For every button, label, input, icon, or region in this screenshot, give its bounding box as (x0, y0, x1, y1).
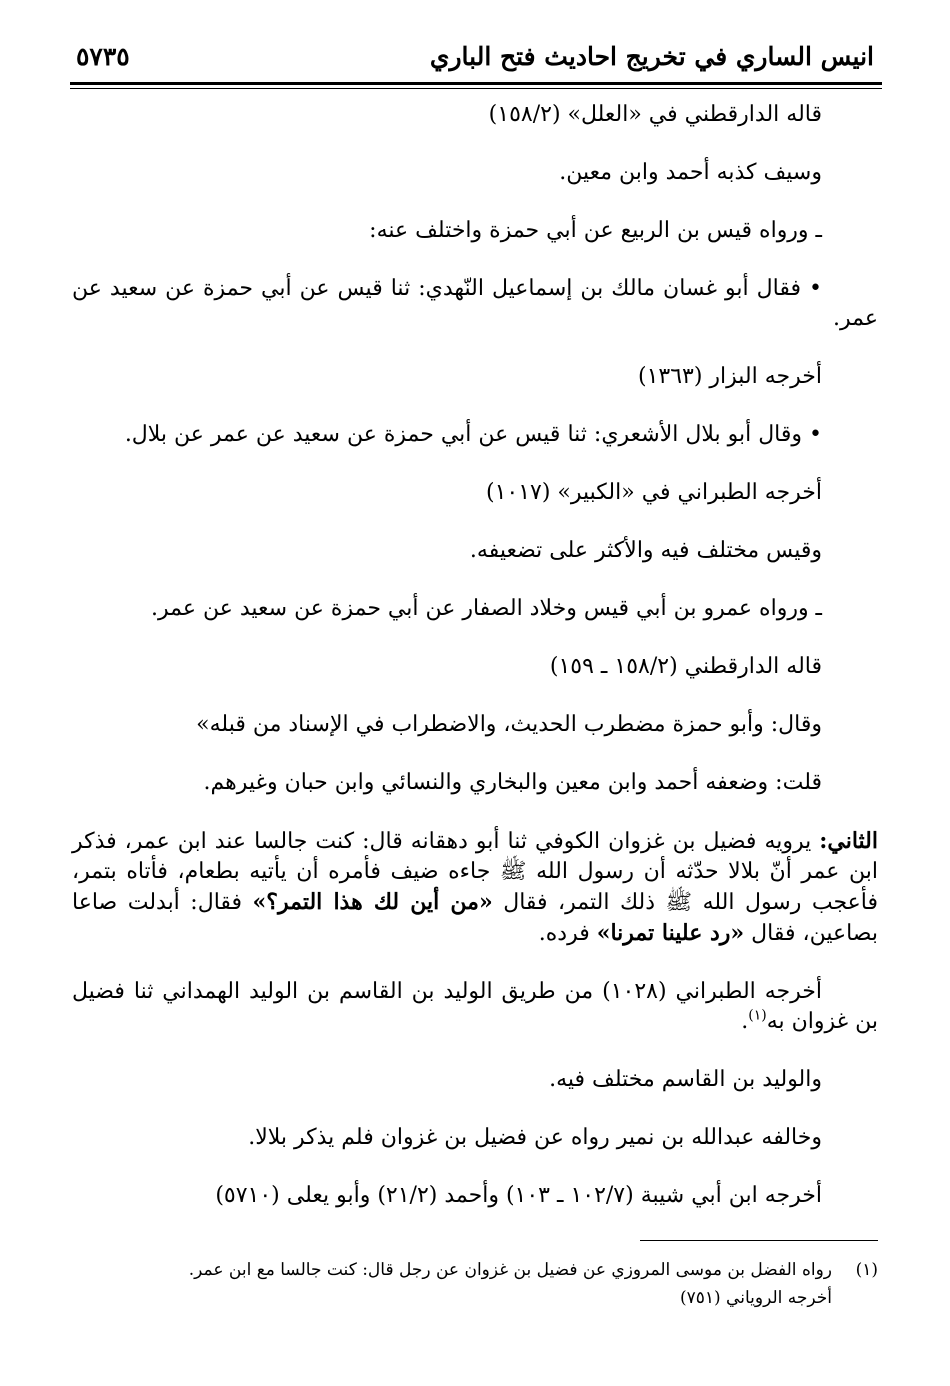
header-rule-thin (70, 88, 882, 89)
header-rule-thick (70, 82, 882, 85)
paragraph: ـ ورواه عمرو بن أبي قيس وخلاد الصفار عن أبي حمزة عن سعيد عن عمر. (151, 596, 822, 621)
paragraph: وسيف كذبه أحمد وابن معين. (559, 160, 822, 185)
prophetic-quote: «رد علينا تمرنا» (596, 920, 745, 946)
paragraph: وخالفه عبدالله بن نمير رواه عن فضيل بن غزوان فلم يذكر بلالا. (248, 1125, 822, 1150)
paragraph: • فقال أبو غسان مالك بن إسماعيل النّهدي: ثنا قيس عن أبي حمزة عن سعيد عن عمر. (72, 276, 878, 331)
footnote-line: أخرجه الروياني (٧٥١) (679, 1288, 832, 1308)
paragraph: أخرجه ابن أبي شيبة (١٠٢/٧ ـ ١٠٣) وأحمد (٢١/٢) وأبو يعلى (٥٧١٠) (215, 1183, 822, 1208)
paragraph: وقال: وأبو حمزة مضطرب الحديث، والاضطراب في الإسناد من قبله» (196, 712, 822, 737)
hadith-text: فقال: أبدلت صاعا بصاعين، فقال (72, 890, 878, 946)
paragraph: قلت: وضعفه أحمد وابن معين والبخاري والنسائي وابن حبان وغيرهم. (203, 770, 822, 795)
paragraph: أخرجه البزار (١٣٦٣) (637, 364, 822, 389)
paragraph: قاله الدارقطني في «العلل» (١٥٨/٢) (488, 102, 822, 127)
main-text (72, 100, 878, 1239)
footnote-marker: (١) (855, 1260, 878, 1280)
paragraph: ـ ورواه قيس بن الربيع عن أبي حمزة واختلف عنه: (369, 218, 822, 243)
paragraph: • وقال أبو بلال الأشعري: ثنا قيس عن أبي حمزة عن سعيد عن عمر عن بلال. (124, 422, 822, 447)
paragraph: والوليد بن القاسم مختلف فيه. (549, 1067, 822, 1092)
prophetic-quote: «من أين لك هذا التمر؟» (252, 889, 493, 915)
section-label: الثاني: (819, 828, 878, 854)
paragraph (72, 977, 878, 1037)
footnote (72, 1256, 878, 1312)
running-title: انيس الساري في تخريج احاديث فتح الباري (429, 42, 874, 71)
footnote-text: رواه الفضل بن موسى المروزي عن فضيل بن غزوان عن رجل قال: كنت جالسا مع ابن عمر. (188, 1260, 832, 1280)
footnote-reference[interactable]: (١) (748, 1007, 767, 1024)
hadith-text: فرده. (538, 921, 597, 946)
footnote-separator (640, 1240, 878, 1241)
paragraph: قاله الدارقطني (١٥٨/٢ ـ ١٥٩) (549, 654, 822, 679)
footnote-line (72, 1256, 878, 1284)
paragraph-text: أخرجه الطبراني (١٠٢٨) من طريق الوليد بن القاسم بن الوليد الهمداني ثنا فضيل بن غزوان به (72, 979, 878, 1034)
paragraph: وقيس مختلف فيه والأكثر على تضعيفه. (469, 538, 822, 563)
hadith-text: يرويه فضيل بن غزوان الكوفي ثنا أبو دهقانه قال: كنت جالسا عند ابن عمر، فذكر ابن عمر أنّ بلالا حدّثه أن رسول الله ﷺ جاءه ضيف فأمره أن يأتيه بطعام، فأتاه بتمر، فأعجب رسول الله ﷺ ذلك التمر، فقال (72, 829, 879, 915)
paragraph: أخرجه الطبراني في «الكبير» (١٠١٧) (485, 480, 822, 505)
page-header (70, 36, 882, 82)
paragraph-text: . (741, 1009, 749, 1034)
hadith-paragraph (72, 826, 878, 949)
page-number: ٥٧٣٥ (76, 42, 130, 71)
